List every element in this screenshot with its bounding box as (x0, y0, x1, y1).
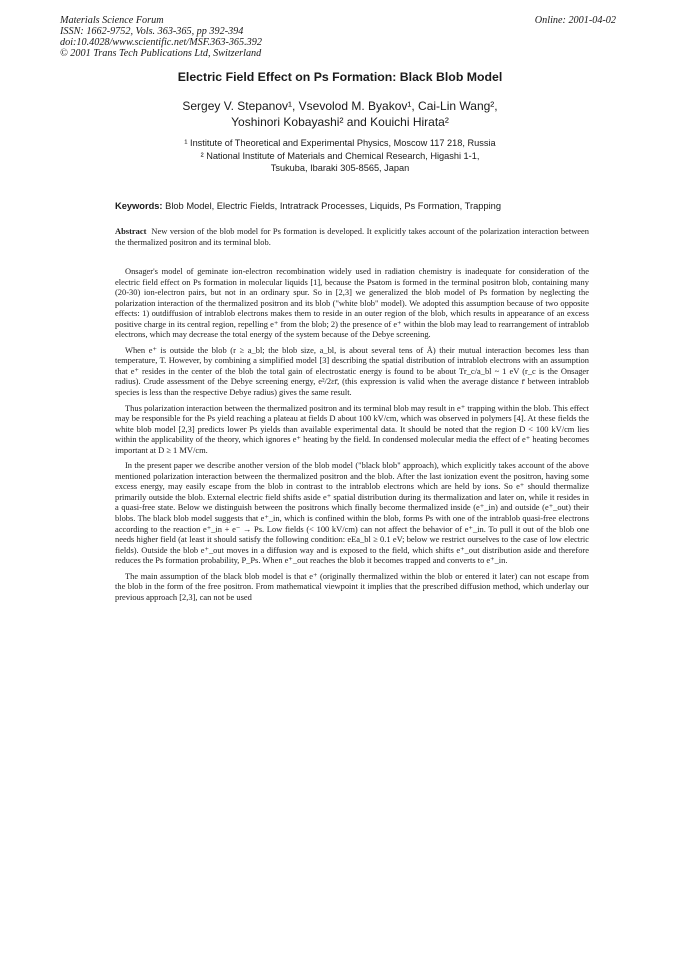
abstract-text: New version of the blob model for Ps formation is developed. It explicitly takes account of the polarization interaction between the thermalized positron and its terminal blob. (115, 226, 589, 247)
abstract-label: Abstract (115, 226, 147, 236)
paragraph: In the present paper we describe another version of the blob model ("black blob" approach), which explicitly takes account of the above mentioned polarization interaction between the thermalized positron and the blob. After the last ionization event the positron, having some excess energy, may easily escape from the blob in contrast to the intrablob electrons which are held by ions. So e⁺ should thermalize primarily outside the blob. External electric field shifts aside e⁺ spatial distribution during its thermalization and later on, while it resides in a quasi-free state. Below we distinguish between the positrons which finally become thermalized inside (e⁺_in) and outside (e⁺_out) their blobs. The black blob model suggests that e⁺_in, which is confined within the blob, forms Ps with one of the intrablob quasi-free electrons according to the reaction e⁺_in + e⁻ → Ps. Low fields (< 100 kV/cm) can not affect the behavior of e⁺_in. To pull it out of the blob one needs higher field (at least it should satisfy the following condition: eEa_bl ≥ 0.1 eV; below we restrict ourselves to the case of low electric fields). Outside the blob e⁺_out moves in a diffusion way and is exposed to the field, which shifts e⁺_out distribution aside and therefore reduces the Ps formation probability, P_Ps. When e⁺_out reaches the blob it becomes trapped and converts to e⁺_in. (115, 460, 589, 566)
paragraph: Onsager's model of geminate ion-electron recombination widely used in radiation chemistry is inadequate for consideration of the electric field effect on Ps formation in molecular liquids [1], because the Psatom is formed in the terminal positron blob, containing many (20-30) ion-electron pairs, but not in an ordinary spur. So in [2,3] we generalized the blob model of Ps formation by neglecting the polarization interaction of the thermalized positron and its blob ("white blob" model). We adopted this assumption because of two opposite effects: 1) outdiffusion of intrablob electrons makes them to reside in an outer region of the blob, which results in appearance of an excess positive charge in its central region, repelling e⁺ from the blob; 2) the presence of e⁺ within the blob may lead to rearrangement of intrablob electrons, which may decrease the total energy of the system because of the Debye screening. (115, 266, 589, 340)
paragraph: When e⁺ is outside the blob (r ≥ a_bl; the blob size, a_bl, is about several tens of Å) their mutual interaction becomes less than temperature, T. However, by combining a simplified model [3] describing the spatial distribution of intrablob electrons with an assumption that e⁺ resides in the center of the blob the total gain of electrostatic energy is found to be about Tr_c/a_bl ~ 1 eV (r_c is the Onsager radius). Crude assessment of the Debye screening energy, e²/2εr̄, (this expression is valid when the average distance r̄ between intrablob species is less than the respective Debye radius) gives the same result. (115, 344, 589, 398)
author-list (60, 98, 620, 130)
publication-meta (60, 15, 262, 59)
affiliations (60, 137, 620, 175)
affiliation-1: ¹ Institute of Theoretical and Experimental Physics, Moscow 117 218, Russia (184, 138, 496, 148)
copyright-line: © 2001 Trans Tech Publications Ltd, Switzerland (60, 48, 262, 59)
keywords (115, 201, 501, 211)
issn-line: ISSN: 1662-9752, Vols. 363-365, pp 392-394 (60, 26, 244, 37)
paragraph: Thus polarization interaction between the thermalized positron and its terminal blob may result in e⁺ trapping within the blob. This effect may be responsible for the Ps yield reaching a plateau at fields D about 100 kV/cm, which was observed in polymers [4]. At these fields the white blob model [2,3] predicts lower Ps yields than available experimental data. It should be noted that the region D < 100 kV/cm lies within the applicability of the theory, which ignores e⁺ heating by the field. In condensed molecular media the effect of e⁺ heating becomes important at D ≥ 1 MV/cm. (115, 402, 589, 455)
abstract (115, 226, 589, 252)
online-date: Online: 2001-04-02 (534, 15, 616, 26)
paper-title: Electric Field Effect on Ps Formation: Black Blob Model (177, 70, 503, 84)
authors-line-2: Yoshinori Kobayashi² and Kouichi Hirata² (231, 115, 449, 129)
journal-name: Materials Science Forum (60, 15, 164, 26)
affiliation-2-line-1: ² National Institute of Materials and Chemical Research, Higashi 1-1, (200, 150, 480, 161)
affiliation-2-line-2: Tsukuba, Ibaraki 305-8565, Japan (270, 163, 410, 173)
keywords-label: Keywords: (115, 201, 163, 211)
paragraph: The main assumption of the black blob model is that e⁺ (originally thermalized within the blob or entered it later) can not escape from the blob in the form of the free positron. From mathematical viewpoint it implies that the prescribed diffusion method, which underlay our previous approach [2,3], can not be used (115, 570, 589, 602)
authors-line-1: Sergey V. Stepanov¹, Vsevolod M. Byakov¹, Cai-Lin Wang², (182, 99, 498, 113)
doi-line: doi:10.4028/www.scientific.net/MSF.363-365.392 (60, 37, 262, 48)
main-text (115, 266, 589, 607)
keywords-text: Blob Model, Electric Fields, Intratrack Processes, Liquids, Ps Formation, Trapping (165, 201, 501, 211)
